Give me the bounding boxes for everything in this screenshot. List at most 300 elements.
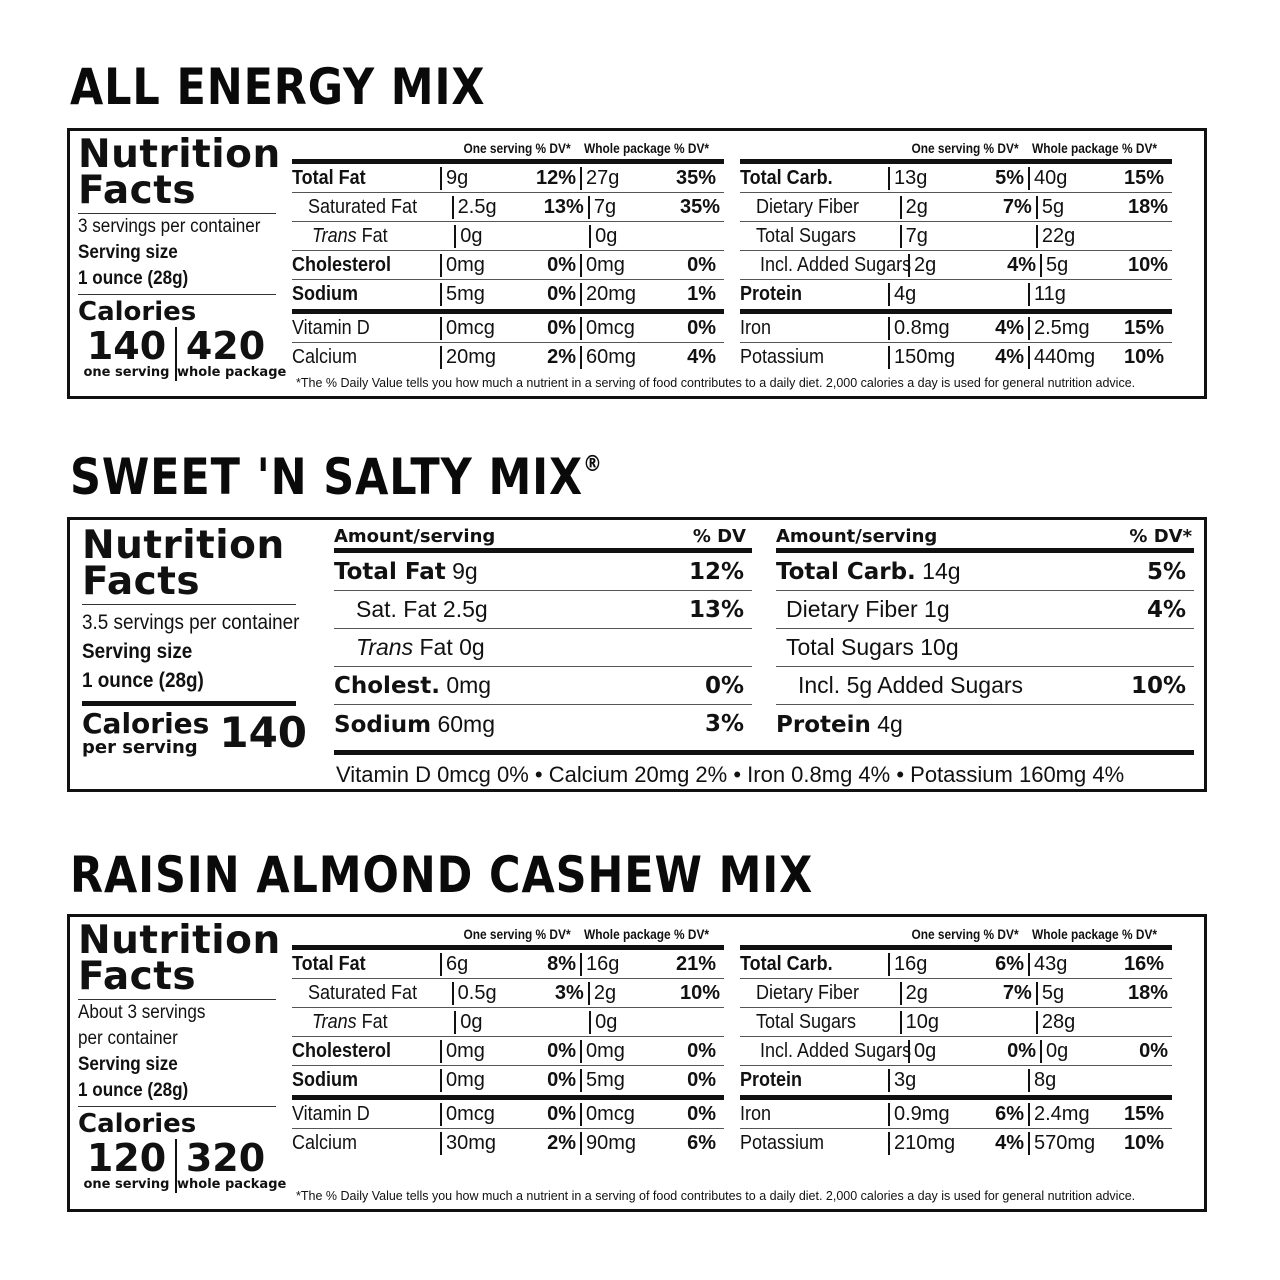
heading-line-2: Facts <box>78 168 197 213</box>
servings-per-container: per container <box>78 1028 178 1049</box>
whole-package-amount: 60mg <box>580 346 660 369</box>
one-serving-amount: 2.5g <box>452 196 530 219</box>
whole-package-dv: 6% <box>687 1132 716 1154</box>
nutrient-name-text: Protein <box>740 283 803 305</box>
nutrient-amount: 10g <box>913 634 959 660</box>
one-serving-amount: 20mg <box>440 346 520 369</box>
nutrient-label <box>776 634 959 661</box>
trans-italic: Trans <box>356 634 414 660</box>
sns-right-rows <box>776 553 1194 743</box>
nutrient-row <box>740 1100 1172 1129</box>
nutrient-name <box>292 1040 440 1063</box>
one-serving-dv: 0% <box>1007 1039 1036 1062</box>
nutrition-facts-heading <box>78 918 281 999</box>
servings-per-container: About 3 servings <box>78 1002 206 1023</box>
whole-package-dv: 10% <box>1123 1132 1164 1154</box>
whole-package-amount: 20mg <box>580 283 660 306</box>
whole-package-dv: 15% <box>1123 316 1164 339</box>
amount-label: Amount/serving <box>334 525 496 547</box>
nutrient-label <box>334 672 491 699</box>
one-serving-amount: 150mg <box>888 346 968 369</box>
nutrient-row <box>334 591 752 629</box>
nutrient-label <box>334 558 478 585</box>
nutrient-row <box>334 553 752 591</box>
serving-size-value: 1 ounce (28g) <box>78 1080 189 1101</box>
nutrient-row <box>292 1066 724 1095</box>
nutrient-row <box>740 343 1172 372</box>
nutrient-name-text: Saturated Fat <box>308 195 418 218</box>
nutrient-row <box>776 667 1194 705</box>
calories-label: Calories <box>82 707 210 740</box>
one-serving-dv: 13% <box>543 195 584 218</box>
whole-package-header <box>1028 926 1168 942</box>
calories-whole-value: 420 <box>185 324 266 368</box>
nutrient-name-text: Sodium <box>292 1069 359 1091</box>
one-serving-header-text: One serving % DV* <box>911 140 1019 156</box>
nutrient-row <box>740 251 1172 280</box>
nutrient-name-text: Trans Fat <box>312 1010 388 1033</box>
serving-size-value: 1 ounce (28g) <box>82 669 204 692</box>
whole-package-amount: 90mg <box>580 1132 660 1155</box>
nutrient-row <box>334 667 752 705</box>
serving-size-label: Serving size <box>82 640 193 663</box>
nutrient-name <box>740 225 900 248</box>
nutrient-row <box>292 1008 724 1037</box>
nutrient-name-text: Total Sugars <box>756 224 857 247</box>
sns-left-header <box>334 524 752 548</box>
nutrient-name <box>740 1069 888 1092</box>
whole-package-amount: 0mcg <box>580 317 660 340</box>
one-serving-header-text: One serving % DV* <box>463 140 571 156</box>
nutrient-row <box>292 1037 724 1066</box>
one-serving-amount: 4g <box>888 283 968 306</box>
calories-label-block <box>82 708 209 758</box>
nutrient-dv: 12% <box>688 558 744 585</box>
nutrient-name <box>292 1103 440 1126</box>
whole-package-dv: 0% <box>1139 1039 1168 1062</box>
whole-package-amount: 43g <box>1028 953 1108 976</box>
nutrient-name <box>292 982 452 1005</box>
calories-row <box>78 1136 287 1193</box>
one-serving-dv: 6% <box>995 952 1024 975</box>
whole-package-amount: 0g <box>589 1011 666 1034</box>
nutrient-row <box>740 950 1172 979</box>
nutrient-dv: 0% <box>704 672 744 699</box>
nutrient-name <box>740 346 888 369</box>
nutrient-name <box>740 1103 888 1126</box>
one-serving-dv: 0% <box>547 1102 576 1125</box>
whole-package-amount: 27g <box>580 167 660 190</box>
nutrient-name <box>740 167 888 190</box>
nutrients-left-column <box>292 923 724 1158</box>
nutrient-name-text: Total Fat <box>292 952 366 975</box>
nutrient-row <box>292 222 724 251</box>
nutrient-name <box>740 283 888 306</box>
one-serving-dv: 4% <box>995 346 1024 368</box>
serving-size-label: Serving size <box>78 1054 178 1075</box>
nutrient-amount: 9g <box>445 558 478 584</box>
nutrient-label <box>776 558 961 585</box>
servings-per-container: 3 servings per container <box>78 216 261 237</box>
sns-left-column <box>334 524 752 743</box>
nutrient-row <box>740 314 1172 343</box>
whole-package-header <box>1028 140 1168 156</box>
nutrient-name-text: Protein <box>740 1069 803 1091</box>
whole-package-amount: 2.5mg <box>1028 317 1108 340</box>
nutrient-name <box>292 346 440 369</box>
nutrient-row <box>776 553 1194 591</box>
whole-package-dv: 18% <box>1127 195 1169 218</box>
one-serving-amount: 7g <box>900 225 978 248</box>
trans-italic: Trans <box>312 224 357 247</box>
nutrient-name <box>740 953 888 976</box>
registered-mark: ® <box>582 452 603 477</box>
calories-one-label: one serving <box>83 365 170 380</box>
nutrient-name: Sodium <box>334 711 432 738</box>
calories-value: 140 <box>219 708 308 757</box>
one-serving-dv: 4% <box>1007 253 1036 276</box>
nutrient-name: Dietary Fiber <box>786 596 918 622</box>
nutrient-row <box>740 1129 1172 1158</box>
whole-package-dv: 0% <box>687 316 716 339</box>
sweet-n-salty-title-text: SWEET 'N SALTY MIX <box>70 448 583 506</box>
whole-package-amount: 7g <box>588 196 666 219</box>
nutrient-name: Cholest. <box>334 673 440 699</box>
one-serving-amount: 0g <box>454 225 531 248</box>
nutrient-label <box>334 596 488 623</box>
whole-package-dv: 10% <box>679 981 721 1004</box>
whole-package-amount: 0mg <box>580 1040 660 1063</box>
nutrient-name-text: Trans Fat <box>312 224 388 247</box>
calories-block <box>82 707 308 758</box>
whole-package-dv: 10% <box>1127 253 1168 276</box>
nutrient-name <box>292 167 440 190</box>
calories-one-serving <box>78 324 175 381</box>
nutrient-name <box>292 196 452 219</box>
nutrient-row <box>292 1129 724 1158</box>
column-header <box>740 137 1172 159</box>
heading-line-1: Nutrition <box>82 523 285 568</box>
nutrient-name <box>292 1069 440 1092</box>
one-serving-amount: 0mcg <box>440 1103 520 1126</box>
nutrient-row <box>292 280 724 309</box>
one-serving-amount: 5mg <box>440 283 520 306</box>
nutrient-row <box>776 629 1194 667</box>
whole-package-dv: 0% <box>687 1039 716 1062</box>
whole-package-dv: 4% <box>687 346 716 368</box>
whole-package-amount: 28g <box>1036 1011 1114 1034</box>
nutrient-name-text: Incl. Added Sugars <box>760 1039 912 1062</box>
one-serving-amount: 0.9mg <box>888 1103 968 1126</box>
nutrient-name <box>292 1132 440 1155</box>
nutrient-name-text: Dietary Fiber <box>756 981 860 1004</box>
calories-one-label: one serving <box>83 1177 170 1192</box>
one-serving-amount: 0mg <box>440 254 520 277</box>
one-serving-dv: 7% <box>1002 981 1032 1004</box>
nutrient-amount: 14g <box>915 558 961 584</box>
whole-package-amount: 22g <box>1036 225 1114 248</box>
daily-value-footnote: *The % Daily Value tells you how much a nutrient in a serving of food contributes to a daily diet. 2,000 calories a day is used for general nutrition advice. <box>296 376 1136 390</box>
nutrient-name <box>292 254 440 277</box>
nutrient-row <box>292 1100 724 1129</box>
nutrients-right-column <box>740 923 1172 1158</box>
whole-package-dv: 10% <box>1123 346 1164 368</box>
one-serving-amount: 9g <box>440 167 520 190</box>
one-serving-amount: 10g <box>900 1011 978 1034</box>
whole-package-amount: 570mg <box>1028 1132 1108 1155</box>
nutrient-amount: 4g <box>870 710 903 737</box>
whole-package-amount: 2.4mg <box>1028 1103 1108 1126</box>
nutrient-row <box>740 1008 1172 1037</box>
whole-package-amount: 11g <box>1028 283 1108 306</box>
nutrient-name <box>740 253 912 277</box>
whole-package-header-text: Whole package % DV* <box>1031 140 1157 156</box>
nutrient-row <box>292 193 724 222</box>
nutrient-name <box>740 982 900 1005</box>
nutrient-row <box>740 1066 1172 1095</box>
column-header <box>740 923 1172 945</box>
calories-one-value: 140 <box>86 324 167 368</box>
nutrient-amount: 2.5g <box>436 596 488 622</box>
nutrient-name-text: Iron <box>740 316 772 339</box>
whole-package-dv: 16% <box>1123 952 1164 975</box>
heading-line-1: Nutrition <box>78 918 281 963</box>
nutrition-facts-summary <box>82 523 308 758</box>
whole-package-amount: 40g <box>1028 167 1108 190</box>
calories-one-serving <box>78 1136 175 1193</box>
nutrient-label <box>334 634 485 661</box>
one-serving-header-text: One serving % DV* <box>911 926 1019 942</box>
one-serving-amount: 0mcg <box>440 317 520 340</box>
calories-label: Calories <box>78 1109 197 1139</box>
nutrient-name <box>292 225 454 248</box>
whole-package-dv: 15% <box>1123 166 1164 189</box>
nutrient-dv: 5% <box>1146 558 1186 585</box>
sweet-n-salty-mix-title <box>70 448 603 506</box>
nutrient-amount: 0mg <box>439 672 492 698</box>
calories-whole-package <box>175 324 287 381</box>
whole-package-header-text: Whole package % DV* <box>583 926 709 942</box>
one-serving-header <box>440 140 580 156</box>
vitamins-minerals-line: Vitamin D 0mcg 0% • Calcium 20mg 2% • Iron 0.8mg 4% • Potassium 160mg 4% <box>336 762 1125 787</box>
serving-size-value: 1 ounce (28g) <box>78 268 189 289</box>
calories-sub-label: per serving <box>82 737 198 758</box>
divider <box>82 604 296 605</box>
daily-value-footnote: *The % Daily Value tells you how much a nutrient in a serving of food contributes to a daily diet. 2,000 calories a day is used for general nutrition advice. <box>296 1189 1136 1203</box>
nutrient-name-text: Potassium <box>740 346 825 368</box>
nutrient-row <box>740 164 1172 193</box>
calories-whole-label: whole package <box>177 1177 287 1192</box>
one-serving-amount: 210mg <box>888 1132 968 1155</box>
one-serving-dv: 5% <box>995 166 1024 189</box>
column-header <box>292 923 724 945</box>
one-serving-dv: 2% <box>547 346 576 368</box>
nutrient-name: Total Sugars <box>786 634 914 660</box>
sns-left-rows <box>334 553 752 743</box>
whole-package-amount: 440mg <box>1028 346 1108 369</box>
nutrient-name <box>292 317 440 340</box>
calories-whole-package <box>175 1136 287 1193</box>
one-serving-amount: 2g <box>900 196 978 219</box>
heading-line-2: Facts <box>82 559 201 604</box>
one-serving-amount: 6g <box>440 953 520 976</box>
whole-package-dv: 0% <box>687 1102 716 1125</box>
sns-right-column <box>776 524 1194 743</box>
sweet-n-salty-mix-label <box>67 517 1207 792</box>
one-serving-amount: 0mg <box>440 1040 520 1063</box>
nutrient-dv: 4% <box>1146 596 1186 623</box>
nutrient-name <box>740 1039 912 1063</box>
nutrient-name <box>740 196 900 219</box>
whole-package-header-text: Whole package % DV* <box>1031 926 1157 942</box>
nutrient-row <box>776 591 1194 629</box>
one-serving-amount: 0.5g <box>452 982 530 1005</box>
sns-right-header <box>776 524 1194 548</box>
whole-package-dv: 35% <box>679 195 721 218</box>
nutrient-name-text: Total Sugars <box>756 1010 857 1033</box>
one-serving-dv: 0% <box>547 253 576 276</box>
one-serving-dv: 4% <box>995 316 1024 339</box>
heading-line-1: Nutrition <box>78 132 281 177</box>
nutrient-name-text: Potassium <box>740 1132 825 1154</box>
one-serving-amount: 0.8mg <box>888 317 968 340</box>
nutrient-name <box>740 1011 900 1034</box>
whole-package-header-text: Whole package % DV* <box>583 140 709 156</box>
nutrient-row <box>334 629 752 667</box>
one-serving-amount: 0g <box>454 1011 531 1034</box>
one-serving-header <box>888 926 1028 942</box>
nutrient-row <box>292 950 724 979</box>
divider-thick <box>334 750 1194 755</box>
one-serving-amount: 0g <box>908 1040 983 1063</box>
calories-one-value: 120 <box>86 1136 167 1180</box>
nutrient-row <box>292 251 724 280</box>
nutrient-row <box>334 705 752 743</box>
whole-package-dv: 0% <box>687 253 716 276</box>
whole-package-amount: 5g <box>1040 254 1115 277</box>
whole-package-dv: 21% <box>675 952 716 975</box>
divider <box>78 294 276 295</box>
nutrient-name <box>292 283 440 306</box>
whole-package-header <box>580 140 720 156</box>
nutrient-name-text: Iron <box>740 1102 772 1125</box>
whole-package-amount: 0mg <box>580 254 660 277</box>
dv-label: % DV* <box>1129 525 1192 547</box>
nutrient-name <box>740 317 888 340</box>
one-serving-dv: 12% <box>535 166 576 189</box>
nutrients-right-column <box>740 137 1172 372</box>
whole-package-dv: 35% <box>675 166 716 189</box>
nutrient-name-text: Incl. Added Sugars <box>760 253 912 276</box>
one-serving-amount: 2g <box>900 982 978 1005</box>
divider <box>78 1106 276 1107</box>
nutrient-row <box>292 164 724 193</box>
one-serving-amount: 0mg <box>440 1069 520 1092</box>
nutrition-facts-summary <box>78 132 287 381</box>
nutrient-name: Sat. Fat <box>356 596 437 622</box>
one-serving-dv: 2% <box>547 1132 576 1154</box>
calories-row <box>78 324 287 381</box>
whole-package-dv: 1% <box>687 283 716 305</box>
one-serving-dv: 7% <box>1002 195 1032 218</box>
nutrient-amount: 1g <box>917 596 950 622</box>
whole-package-dv: 15% <box>1123 1102 1164 1125</box>
nutrient-name-text: Cholesterol <box>292 253 392 276</box>
dv-label: % DV <box>692 525 746 547</box>
nutrient-dv: 13% <box>688 596 744 623</box>
nutrient-amount: Fat 0g <box>413 634 485 660</box>
whole-package-amount: 5g <box>1036 196 1114 219</box>
nutrient-name: Total Carb. <box>776 559 916 585</box>
nutrient-name <box>740 1132 888 1155</box>
nutrient-name: Protein <box>776 711 871 738</box>
calories-label: Calories <box>78 297 197 327</box>
nutrient-label <box>334 711 495 738</box>
nutrient-name-text: Total Carb. <box>740 166 833 189</box>
nutrient-amount: 60mg <box>431 710 495 737</box>
nutrient-name-text: Calcium <box>292 346 358 368</box>
nutrient-name-text: Sodium <box>292 283 359 305</box>
whole-package-header <box>580 926 720 942</box>
all-energy-mix-title: ALL ENERGY MIX <box>70 58 486 116</box>
whole-package-amount: 0mcg <box>580 1103 660 1126</box>
nutrient-name-text: Calcium <box>292 1132 358 1154</box>
nutrient-name <box>292 953 440 976</box>
calories-whole-value: 320 <box>185 1136 266 1180</box>
servings-per-container: 3.5 servings per container <box>82 611 300 634</box>
one-serving-header <box>440 926 580 942</box>
serving-size-label: Serving size <box>78 242 178 263</box>
nutrition-facts-heading <box>78 132 281 213</box>
nutrient-row <box>740 979 1172 1008</box>
one-serving-amount: 16g <box>888 953 968 976</box>
nutrient-dv: 3% <box>704 711 744 737</box>
nutrient-dv: 10% <box>1130 672 1186 699</box>
raisin-almond-cashew-mix-label <box>67 914 1207 1212</box>
nutrient-name-text: Saturated Fat <box>308 981 418 1004</box>
nutrient-label <box>776 711 903 738</box>
nutrient-name-text: Vitamin D <box>292 1102 370 1125</box>
nutrient-name <box>292 1011 454 1034</box>
nutrient-row <box>740 1037 1172 1066</box>
whole-package-amount: 0g <box>1040 1040 1115 1063</box>
one-serving-amount: 2g <box>908 254 983 277</box>
nutrition-facts-heading <box>82 523 296 604</box>
one-serving-dv: 0% <box>547 316 576 339</box>
nutrient-row <box>740 193 1172 222</box>
whole-package-amount: 8g <box>1028 1069 1108 1092</box>
nutrient-name: Incl. 5g Added Sugars <box>798 672 1024 698</box>
raisin-almond-cashew-mix-title: RAISIN ALMOND CASHEW MIX <box>70 846 814 904</box>
one-serving-amount: 13g <box>888 167 968 190</box>
nutrient-name-text: Dietary Fiber <box>756 195 860 218</box>
nutrient-row <box>292 343 724 372</box>
whole-package-amount: 5g <box>1036 982 1114 1005</box>
whole-package-dv: 18% <box>1127 981 1169 1004</box>
nutrient-label <box>776 596 950 623</box>
one-serving-header-text: One serving % DV* <box>463 926 571 942</box>
one-serving-dv: 0% <box>547 1069 576 1091</box>
nutrient-name-text: Vitamin D <box>292 316 370 339</box>
nutrient-name-text: Cholesterol <box>292 1039 392 1062</box>
trans-italic: Trans <box>312 1010 357 1033</box>
whole-package-amount: 16g <box>580 953 660 976</box>
nutrient-label <box>776 672 1023 699</box>
whole-package-amount: 0g <box>589 225 666 248</box>
whole-package-dv: 0% <box>687 1069 716 1091</box>
all-energy-mix-label <box>67 128 1207 399</box>
column-header <box>292 137 724 159</box>
